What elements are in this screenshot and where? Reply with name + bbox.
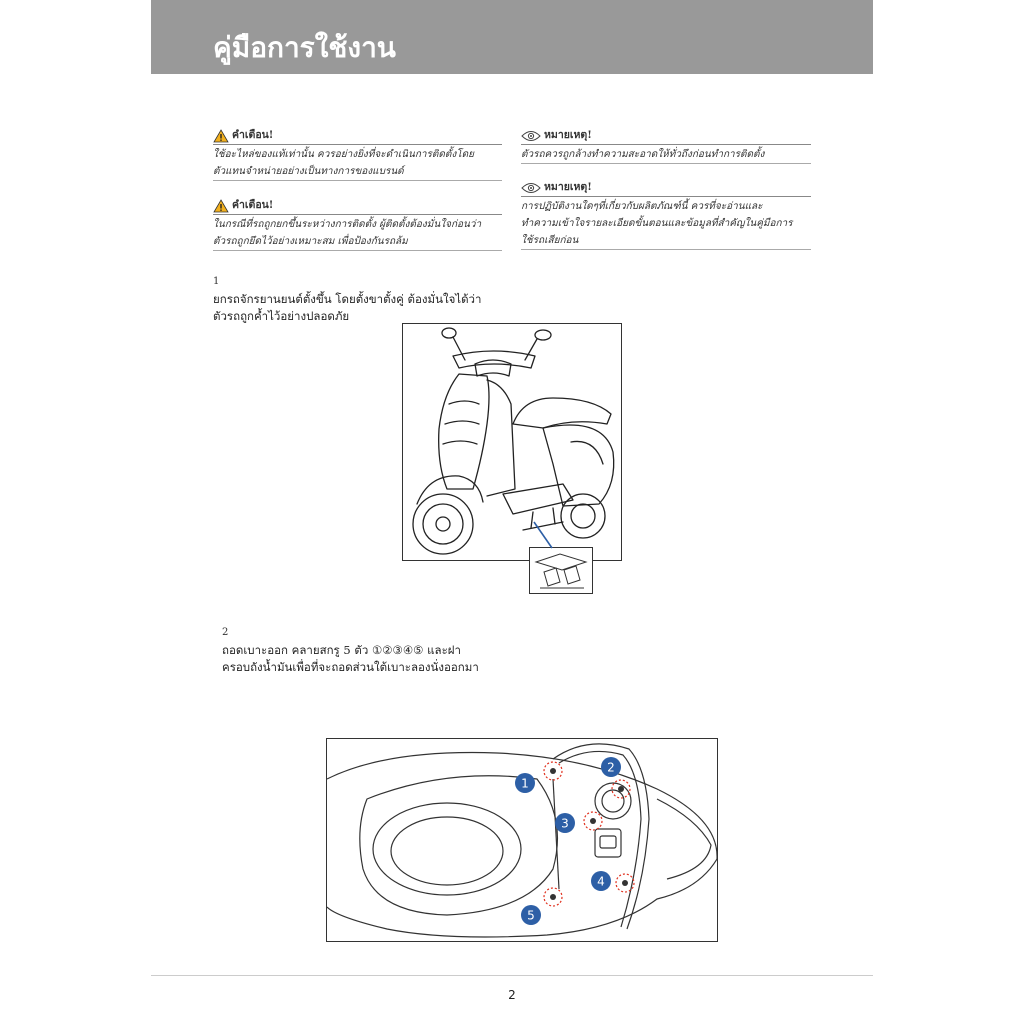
seat-removal-figure [326, 738, 718, 942]
callout-label: 5 [527, 908, 535, 923]
notice-line: ตัวรถควรถูกล้างทำความสะอาดให้ทั่วถึงก่อนทำการติดตั้ง [521, 149, 765, 160]
note-notice-2 [521, 180, 811, 250]
notice-title: คำเตือน! [232, 129, 274, 141]
step-1-number: 1 [213, 276, 220, 287]
callout-label: 4 [597, 874, 605, 889]
scooter-illustration [403, 324, 621, 560]
seat-area-illustration [327, 739, 717, 941]
warning-triangle-icon [213, 199, 229, 213]
notice-heading [521, 180, 811, 197]
callout-5 [521, 905, 541, 925]
warning-triangle-icon [213, 129, 229, 143]
notice-title: คำเตือน! [232, 199, 274, 211]
notice-line: ทำความเข้าใจรายละเอียดขั้นตอนและข้อมูลที่สำคัญในคู่มือการ [521, 218, 793, 229]
leader-line [530, 520, 560, 550]
page-number: 2 [508, 988, 516, 1002]
step-1-text [213, 291, 513, 325]
notice-line: ใช้รถเสียก่อน [521, 235, 579, 246]
eye-icon [521, 182, 541, 194]
eye-icon [521, 130, 541, 142]
warning-notice-1 [213, 128, 502, 181]
callout-1 [515, 773, 535, 793]
notice-title: หมายเหตุ! [544, 181, 592, 193]
callout-4 [591, 871, 611, 891]
notice-line: ตัวแทนจำหน่ายอย่างเป็นทางการของแบรนด์ [213, 166, 404, 177]
step-2-number: 2 [222, 627, 229, 638]
notice-body [521, 145, 811, 164]
notice-heading [213, 198, 502, 215]
callout-label: 2 [607, 760, 615, 775]
notice-body [521, 197, 811, 250]
callout-label: 1 [521, 776, 529, 791]
notice-body [213, 215, 502, 251]
page-title: คู่มือการใช้งาน [213, 31, 396, 64]
step-line: ยกรถจักรยานยนต์ตั้งขึ้น โดยตั้งขาตั้งคู่ ต้องมั่นใจได้ว่า [213, 292, 482, 306]
notice-title: หมายเหตุ! [544, 129, 592, 141]
note-notice-1 [521, 128, 811, 164]
step-line: ครอบถังน้ำมันเพื่อที่จะถอดส่วนใต้เบาะลองนั่งออกมา [222, 660, 479, 674]
notice-line: ตัวรถถูกยึดไว้อย่างเหมาะสม เพื่อป้องกันรถล้ม [213, 236, 408, 247]
center-stand-detail [529, 547, 593, 594]
warning-notice-2 [213, 198, 502, 251]
step-line: ตัวรถถูกค้ำไว้อย่างปลอดภัย [213, 309, 350, 323]
notice-heading [521, 128, 811, 145]
notice-heading [213, 128, 502, 145]
notice-line: ใช้อะไหล่ของแท้เท่านั้น ควรอย่างยิ่งที่จะดำเนินการติดตั้งโดย [213, 149, 474, 160]
callout-label: 3 [561, 816, 569, 831]
step-line: ถอดเบาะออก คลายสกรู 5 ตัว ①②③④⑤ และฝา [222, 643, 461, 657]
notice-line: การปฏิบัติงานใดๆที่เกี่ยวกับผลิตภัณฑ์นี้ ควรที่จะอ่านและ [521, 201, 763, 212]
notice-body [213, 145, 502, 181]
footer-divider [151, 975, 873, 976]
scooter-figure [402, 323, 622, 561]
page-header [151, 0, 873, 74]
notice-line: ในกรณีที่รถถูกยกขึ้นระหว่างการติดตั้ง ผู้ติดตั้งต้องมั่นใจก่อนว่า [213, 219, 482, 230]
center-stand-icon [530, 548, 592, 593]
callout-2 [601, 757, 621, 777]
step-2-text [222, 642, 542, 676]
callout-3 [555, 813, 575, 833]
